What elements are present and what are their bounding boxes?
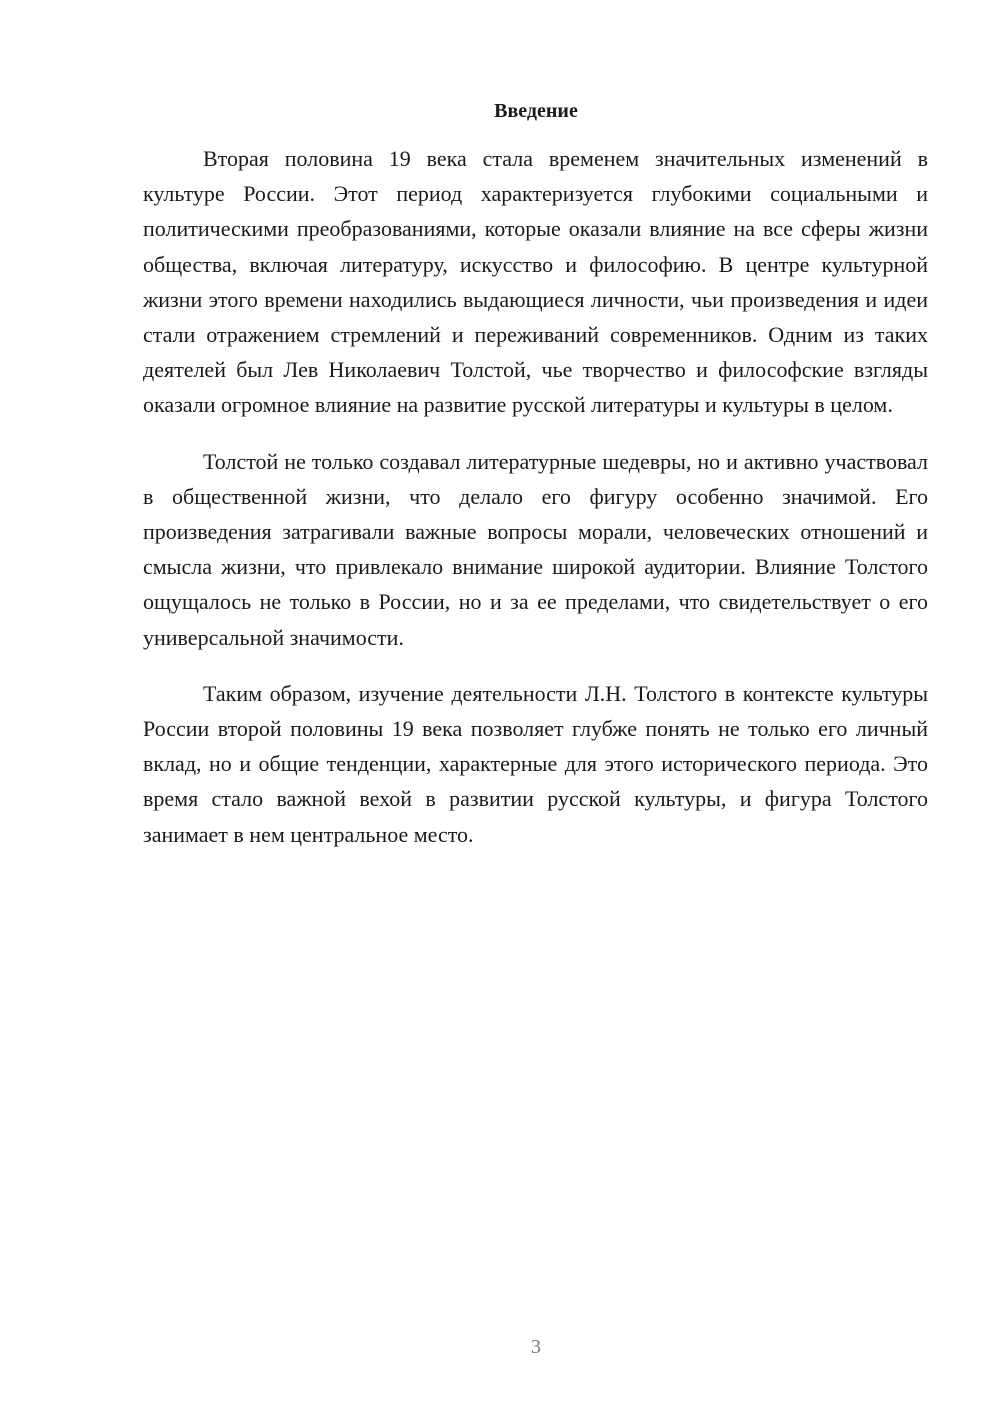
paragraph-1: Вторая половина 19 века стала временем значительных изменений в культуре России. Этот период характеризуется глубокими социальными и политическими преобразованиями, которые оказали влияние на все сферы жизни общества, включая литературу, искусство и философию. В центре культурной жизни этого времени находились выдающиеся личности, чьи произведения и идеи стали отражением стремлений и переживаний современников. Одним из таких деятелей был Лев Николаевич Толстой, чье творчество и философские взгляды оказали огромное влияние на развитие русской литературы и культуры в целом. [143, 146, 928, 418]
paragraph-3: Таким образом, изучение деятельности Л.Н. Толстого в контексте культуры России второй половины 19 века позволяет глубже понять не только его личный вклад, но и общие тенденции, характерные для этого исторического периода. Это время стало важной вехой в развитии русской культуры, и фигура Толстого занимает в нем центральное место. [143, 680, 928, 847]
page-number: 3 [531, 1336, 541, 1358]
paragraph-2: Толстой не только создавал литературные шедевры, но и активно участвовал в общественной жизни, что делало его фигуру особенно значимой. Его произведения затрагивали важные вопросы морали, человеческих отношений и смысла жизни, что привлекало внимание широкой аудитории. Влияние Толстого ощущалось не только в России, но и за ее пределами, что свидетельствует о его универсальной значимости. [143, 448, 928, 650]
section-title: Введение [494, 100, 578, 122]
body-text [143, 141, 928, 873]
